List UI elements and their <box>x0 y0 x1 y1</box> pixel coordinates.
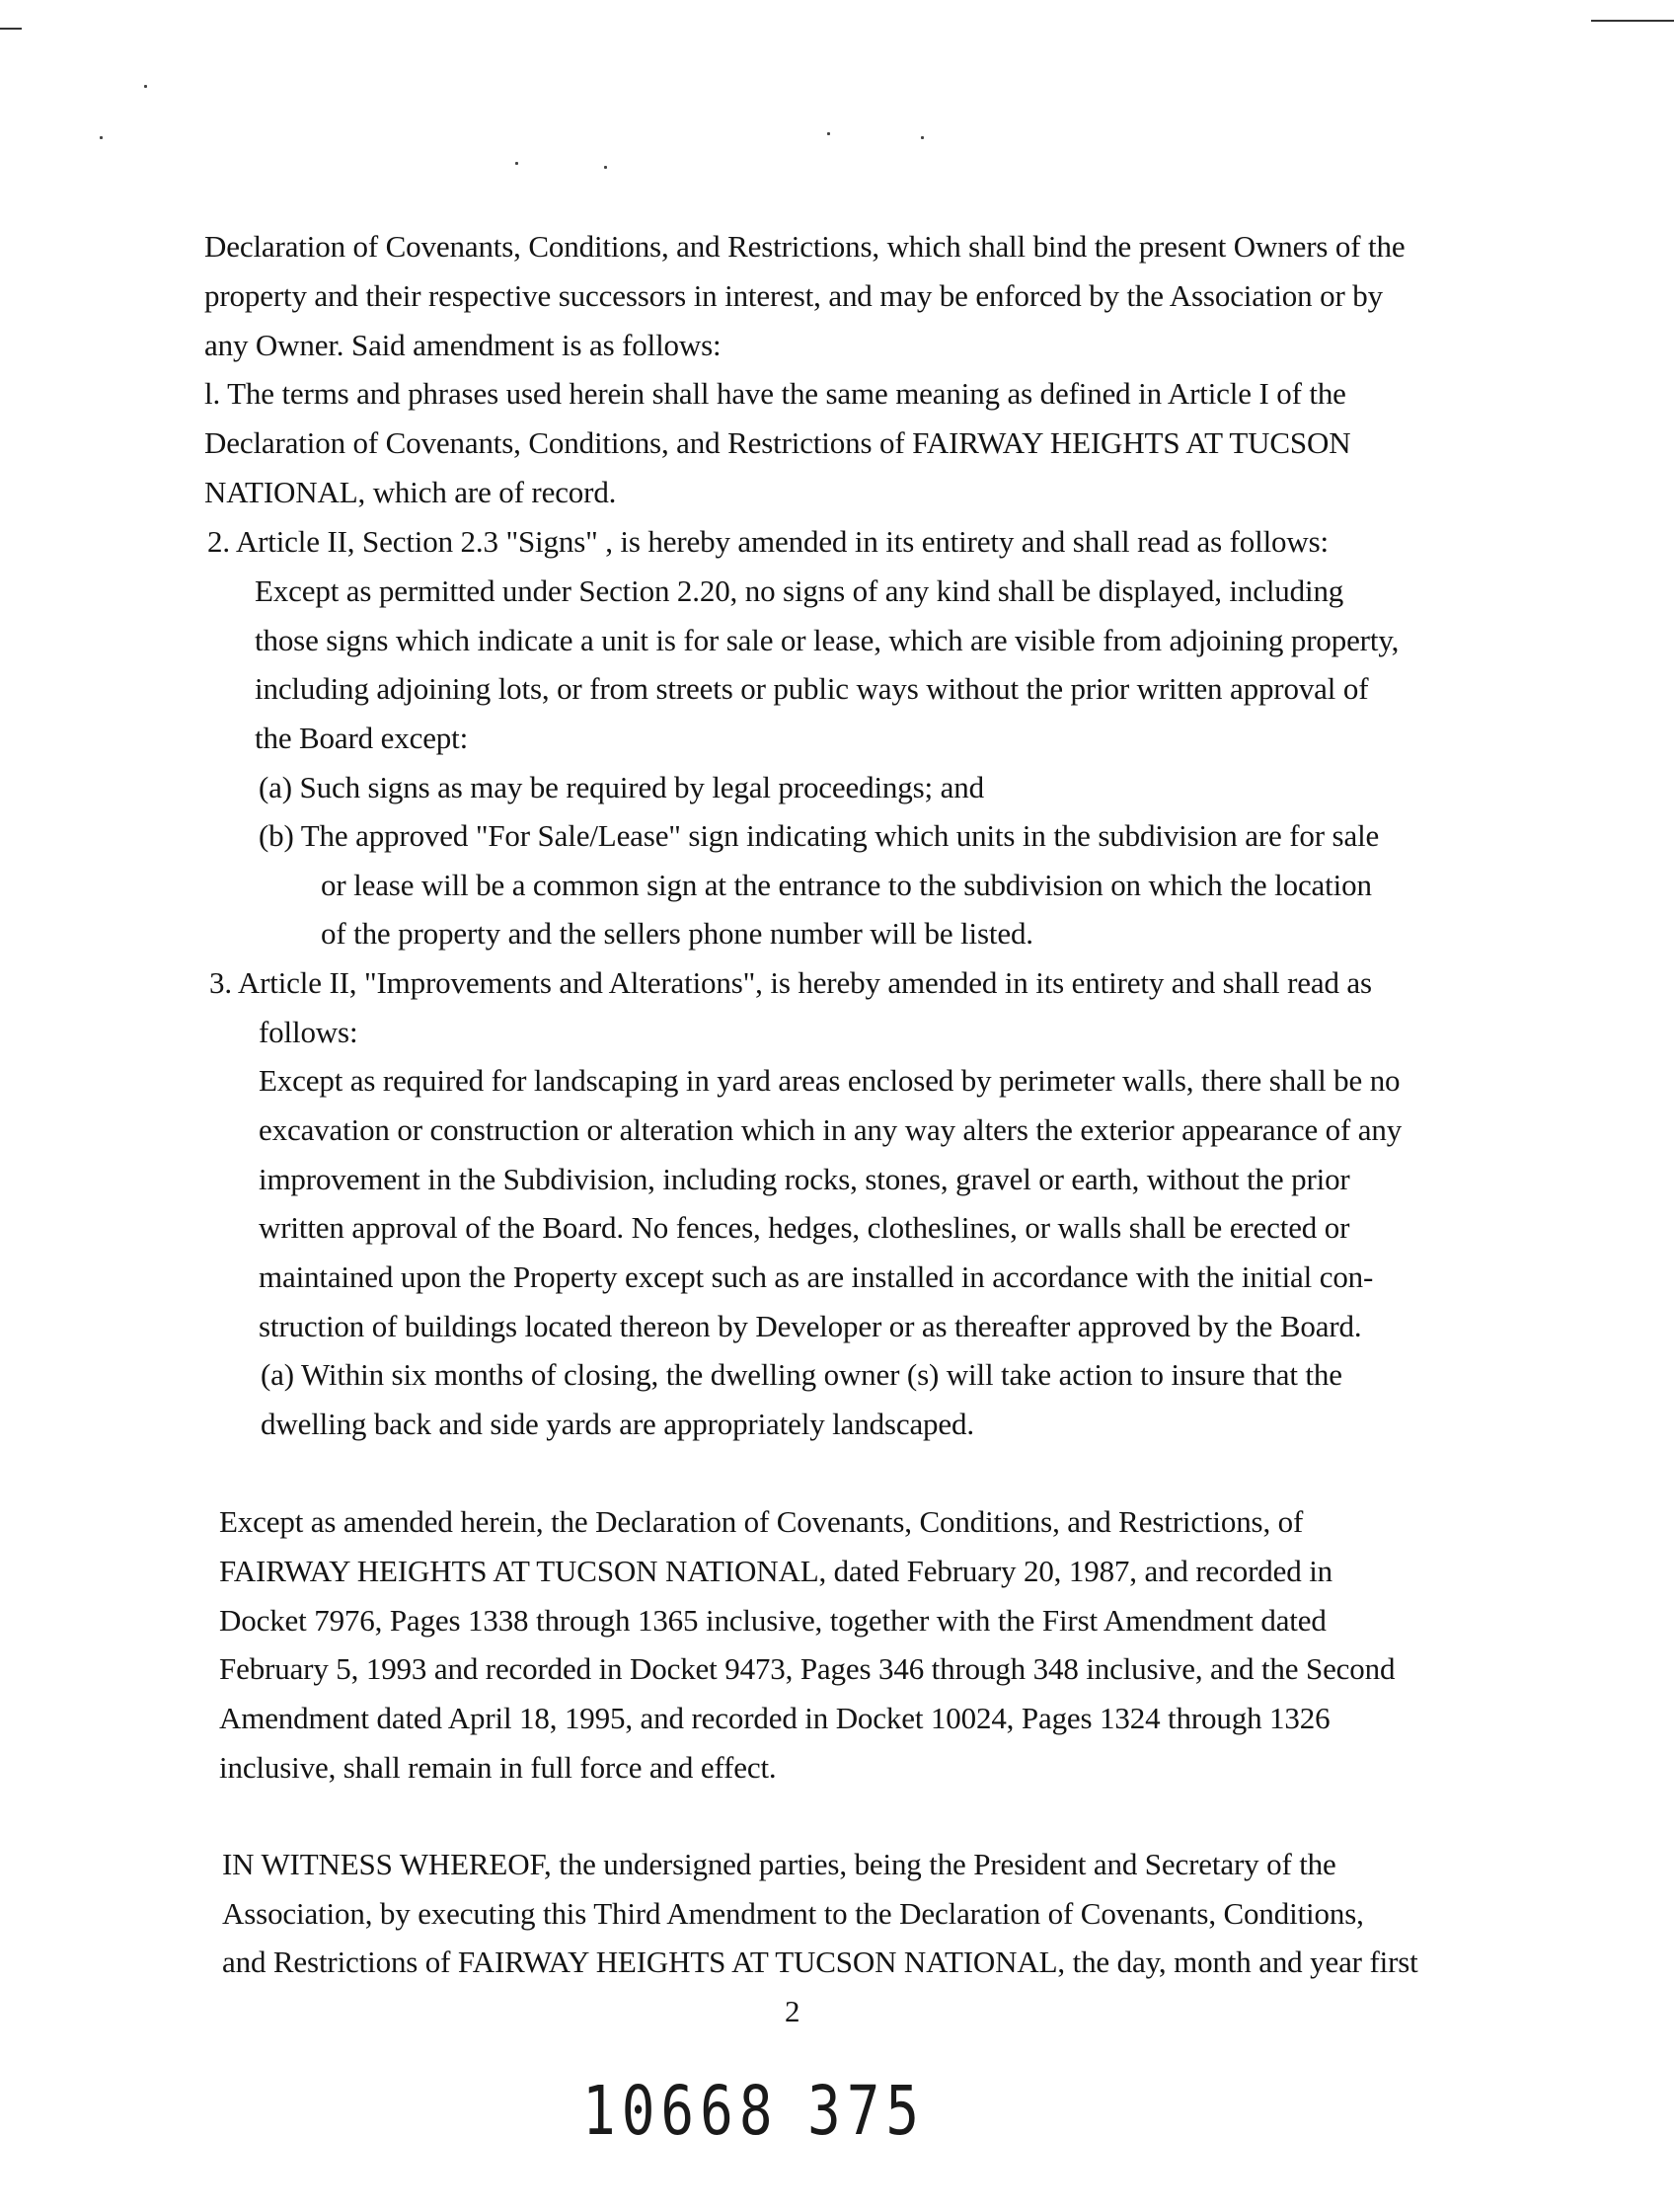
text-line: Amendment dated April 18, 1995, and recorded in Docket 10024, Pages 1324 through 1326 <box>219 1701 1331 1735</box>
scan-speck <box>604 166 607 169</box>
text-line: Except as required for landscaping in yard areas enclosed by perimeter walls, there shall be no <box>259 1063 1401 1098</box>
text-line: written approval of the Board. No fences, hedges, clotheslines, or walls shall be erected or <box>259 1210 1350 1245</box>
page-number: 2 <box>785 1994 800 2028</box>
page-stamp: 375 <box>807 2072 926 2152</box>
text-line: dwelling back and side yards are appropriately landscaped. <box>261 1407 974 1441</box>
text-line: February 5, 1993 and recorded in Docket 9473, Pages 346 through 348 inclusive, and the Second <box>219 1651 1396 1686</box>
text-line: (b) The approved "For Sale/Lease" sign indicating which units in the subdivision are for sale <box>259 818 1380 853</box>
text-line: including adjoining lots, or from streets or public ways without the prior written approval of <box>255 671 1369 706</box>
text-line: (a) Such signs as may be required by legal proceedings; and <box>259 770 984 804</box>
text-line: Docket 7976, Pages 1338 through 1365 inclusive, together with the First Amendment dated <box>219 1603 1327 1638</box>
docket-stamp: 10668 <box>582 2072 779 2152</box>
text-line: excavation or construction or alteration which in any way alters the exterior appearance of any <box>259 1112 1403 1147</box>
scan-speck <box>921 136 924 139</box>
text-line: those signs which indicate a unit is for sale or lease, which are visible from adjoining property, <box>255 623 1400 657</box>
scan-mark-top-left <box>0 28 22 30</box>
scan-speck <box>827 132 830 135</box>
scan-mark-top-right <box>1591 20 1674 22</box>
scan-speck <box>100 136 103 139</box>
text-line: Association, by executing this Third Amendment to the Declaration of Covenants, Conditions, <box>222 1896 1364 1931</box>
text-line: any Owner. Said amendment is as follows: <box>204 328 722 362</box>
text-line: FAIRWAY HEIGHTS AT TUCSON NATIONAL, dated February 20, 1987, and recorded in <box>219 1554 1333 1588</box>
scan-speck <box>144 85 147 88</box>
text-line: improvement in the Subdivision, including rocks, stones, gravel or earth, without the prior <box>259 1162 1350 1196</box>
text-line: 2. Article II, Section 2.3 "Signs" , is hereby amended in its entirety and shall read as follows: <box>207 524 1329 559</box>
text-line: l. The terms and phrases used herein shall have the same meaning as defined in Article I of the <box>204 376 1346 411</box>
text-line: or lease will be a common sign at the entrance to the subdivision on which the location <box>321 868 1372 902</box>
text-line: Declaration of Covenants, Conditions, and Restrictions of FAIRWAY HEIGHTS AT TUCSON <box>204 425 1351 460</box>
text-line: NATIONAL, which are of record. <box>204 475 617 509</box>
text-line: inclusive, shall remain in full force and effect. <box>219 1750 777 1785</box>
text-line: of the property and the sellers phone number will be listed. <box>321 916 1033 951</box>
scan-speck <box>515 162 518 165</box>
text-line: (a) Within six months of closing, the dwelling owner (s) will take action to insure that the <box>261 1357 1342 1392</box>
text-line: Except as permitted under Section 2.20, no signs of any kind shall be displayed, including <box>255 573 1344 608</box>
text-line: follows: <box>259 1015 358 1049</box>
text-line: IN WITNESS WHEREOF, the undersigned parties, being the President and Secretary of the <box>222 1847 1336 1881</box>
text-line: Declaration of Covenants, Conditions, and Restrictions, which shall bind the present Owners of the <box>204 229 1406 264</box>
text-line: and Restrictions of FAIRWAY HEIGHTS AT TUCSON NATIONAL, the day, month and year first <box>222 1945 1418 1979</box>
text-line: 3. Article II, "Improvements and Alterations", is hereby amended in its entirety and shall read as <box>209 965 1372 1000</box>
text-line: property and their respective successors in interest, and may be enforced by the Association or by <box>204 278 1383 313</box>
text-line: maintained upon the Property except such as are installed in accordance with the initial con- <box>259 1259 1374 1294</box>
text-line: the Board except: <box>255 721 469 755</box>
text-line: struction of buildings located thereon by Developer or as thereafter approved by the Board. <box>259 1309 1362 1343</box>
text-line: Except as amended herein, the Declaration of Covenants, Conditions, and Restrictions, of <box>219 1504 1304 1539</box>
